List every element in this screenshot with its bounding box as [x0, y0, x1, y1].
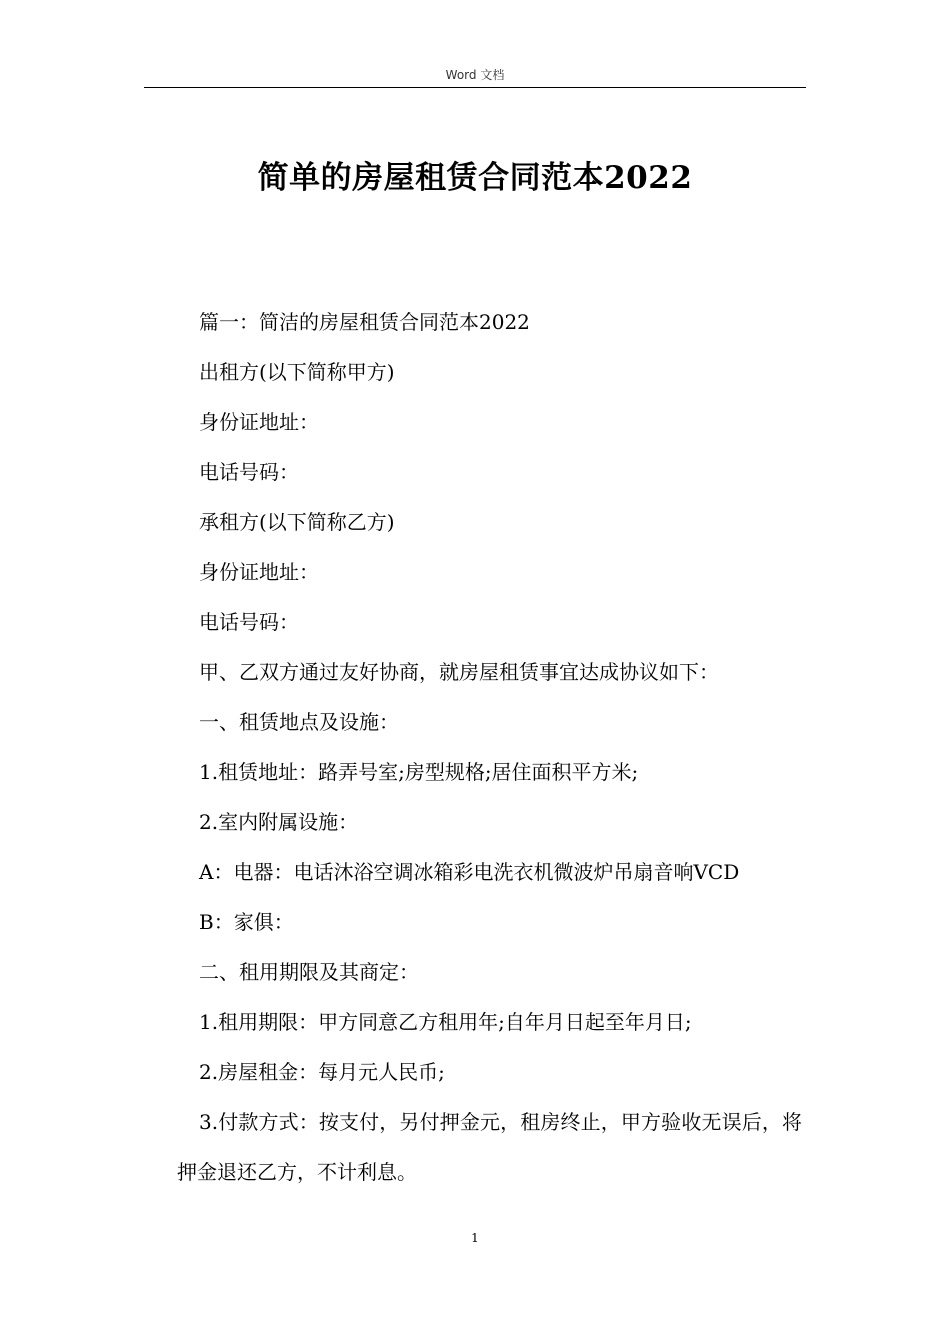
clause-1-2-b: B：家俱：	[199, 910, 294, 934]
clause-2-2: 2.房屋租金：每月元人民币;	[199, 1060, 445, 1084]
clause-1-2: 2.室内附属设施：	[199, 810, 359, 834]
clause-2-3: 3.付款方式：按支付，另付押金元，租房终止，甲方验收无误后，将押金退还乙方，不计利息。	[177, 1110, 802, 1184]
clause-heading-2: 二、租用期限及其商定：	[199, 960, 419, 984]
clause-2-1: 1.租用期限：甲方同意乙方租用年;自年月日起至年月日;	[199, 1010, 692, 1034]
lessor-phone-line: 电话号码：	[199, 460, 299, 484]
lessor-id-address-line: 身份证地址：	[199, 410, 319, 434]
section-heading: 篇一：简洁的房屋租赁合同范本2022	[199, 310, 530, 334]
page-number: 1	[471, 1231, 479, 1245]
clause-1-1: 1.租赁地址：路弄号室;房型规格;居住面积平方米;	[199, 760, 639, 784]
document-body	[177, 297, 802, 1197]
agreement-intro: 甲、乙双方通过友好协商，就房屋租赁事宜达成协议如下：	[199, 660, 719, 684]
lessee-line: 承租方(以下简称乙方)	[199, 510, 395, 534]
lessor-line: 出租方(以下简称甲方)	[199, 360, 395, 384]
document-title: 简单的房屋租赁合同范本2022	[257, 160, 693, 196]
page-header: Word 文档	[445, 68, 505, 82]
clause-1-2-a: A：电器：电话沐浴空调冰箱彩电洗衣机微波炉吊扇音响VCD	[199, 860, 740, 884]
header-divider	[144, 87, 806, 88]
lessee-phone-line: 电话号码：	[199, 610, 299, 634]
clause-heading-1: 一、租赁地点及设施：	[199, 710, 399, 734]
lessee-id-address-line: 身份证地址：	[199, 560, 319, 584]
